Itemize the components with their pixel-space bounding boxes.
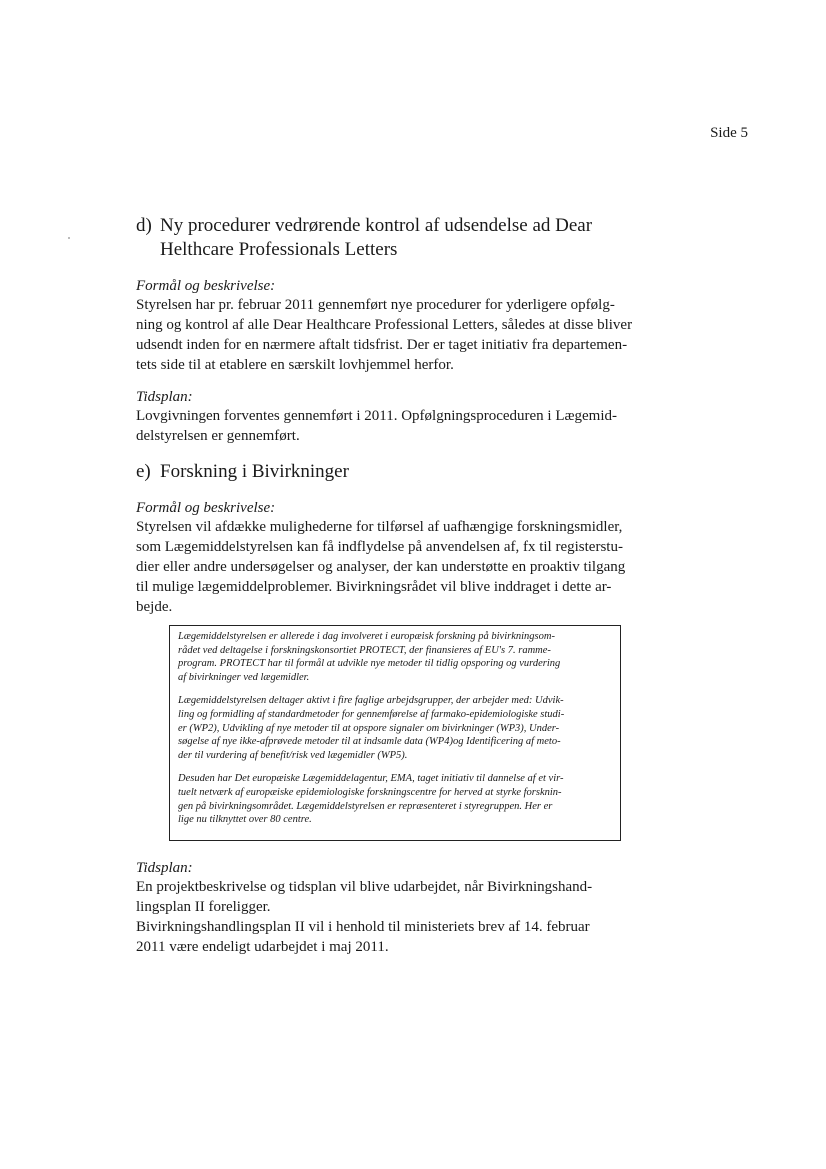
text-line: Lægemiddelstyrelsen deltager aktivt i fire faglige arbejdsgrupper, der arbejder med: Udvik- — [178, 695, 564, 707]
text-line: lige nu tilknyttet over 80 centre. — [178, 814, 312, 826]
text-line: ling og formidling af standardmetoder for gennemførelse af farmako-epidemiologiske studi- — [178, 708, 565, 720]
section-e-purpose-label: Formål og beskrivelse: — [136, 500, 276, 516]
text-line: program. PROTECT har til formål at udvikle nye metoder til tidlig opsporing og vurdering — [178, 658, 561, 670]
section-d-heading — [136, 214, 656, 262]
text-line: Styrelsen vil afdække mulighederne for tilførsel af uafhængige forskningsmidler, — [136, 519, 623, 535]
text-line: gen på bivirkningsområdet. Lægemiddelstyrelsen er repræsenteret i styregruppen. Her er — [178, 800, 553, 812]
section-d-title-line1: Ny procedurer vedrørende kontrol af udsendelse ad Dear — [160, 215, 593, 236]
text-line: udsendt inden for en nærmere aftalt tidsfrist. Der er taget initiativ fra departemen- — [136, 337, 628, 353]
text-line: Lægemiddelstyrelsen er allerede i dag involveret i europæisk forskning på bivirkningsom- — [178, 631, 555, 642]
section-e-title: Forskning i Bivirkninger — [160, 461, 349, 482]
text-line: En projektbeskrivelse og tidsplan vil blive udarbejdet, når Bivirkningshand- — [136, 879, 593, 895]
text-line: delstyrelsen er gennemført. — [136, 428, 300, 444]
text-line: bejde. — [136, 599, 173, 615]
section-d-title-line2: Helthcare Professionals Letters — [160, 239, 398, 260]
text-line: dier eller andre undersøgelser og analyser, der kan understøtte en proaktiv tilgang — [136, 559, 626, 575]
info-box-paragraph-3 — [178, 772, 612, 826]
section-d-purpose-label: Formål og beskrivelse: — [136, 278, 276, 294]
text-line: lingsplan II foreligger. — [136, 899, 271, 915]
text-line: er (WP2), Udvikling af nye metoder til at opspore signaler om bivirkninger (WP3), Under- — [178, 722, 560, 734]
section-e-letter: e) — [136, 461, 151, 482]
section-e-heading — [136, 460, 656, 484]
text-line: rådet ved deltagelse i forskningskonsortiet PROTECT, der finansieres af EU's 7. ramme- — [178, 644, 551, 656]
text-line: søgelse af nye ikke-afprøvede metoder til at indsamle data (WP4)og Identificering af meto- — [178, 736, 561, 748]
text-line: Lovgivningen forventes gennemført i 2011. Opfølgningsproceduren i Lægemid- — [136, 408, 618, 424]
info-box-paragraph-2 — [178, 694, 612, 762]
text-line: af bivirkninger ved lægemidler. — [178, 671, 310, 683]
text-line: Bivirkningshandlingsplan II vil i henhold til ministeriets brev af 14. februar — [136, 919, 590, 935]
info-box-paragraph-1 — [178, 630, 612, 684]
text-line: der til vurdering af benefit/risk ved lægemidler (WP5). — [178, 749, 408, 761]
section-e-schedule-text — [136, 877, 626, 957]
text-line: til mulige lægemiddelproblemer. Bivirkningsrådet vil blive inddraget i dette ar- — [136, 579, 612, 595]
page-number: Side 5 — [710, 125, 748, 141]
text-line: Desuden har Det europæiske Lægemiddelagentur, EMA, taget initiativ til dannelse af et vir- — [178, 773, 564, 785]
info-box — [169, 625, 621, 841]
text-line: tuelt netværk af europæiske epidemiologiske forskningscentre for herved at styrke forsknin- — [178, 786, 562, 798]
section-d-letter: d) — [136, 215, 152, 236]
text-line: ning og kontrol af alle Dear Healthcare Professional Letters, således at disse bliver — [136, 317, 633, 333]
text-line: Styrelsen har pr. februar 2011 gennemført nye procedurer for yderligere opfølg- — [136, 297, 615, 313]
section-d-purpose-text — [136, 295, 633, 375]
text-line: som Lægemiddelstyrelsen kan få indflydelse på anvendelsen af, fx til registerstu- — [136, 539, 623, 555]
section-e-purpose-text — [136, 517, 626, 617]
section-d-schedule-text — [136, 406, 626, 446]
text-line: 2011 være endeligt udarbejdet i maj 2011. — [136, 939, 389, 955]
text-line: tets side til at etablere en særskilt lovhjemmel herfor. — [136, 357, 454, 373]
scan-speck — [68, 237, 70, 239]
section-d-schedule-label: Tidsplan: — [136, 389, 193, 405]
section-e-schedule-label: Tidsplan: — [136, 860, 193, 876]
